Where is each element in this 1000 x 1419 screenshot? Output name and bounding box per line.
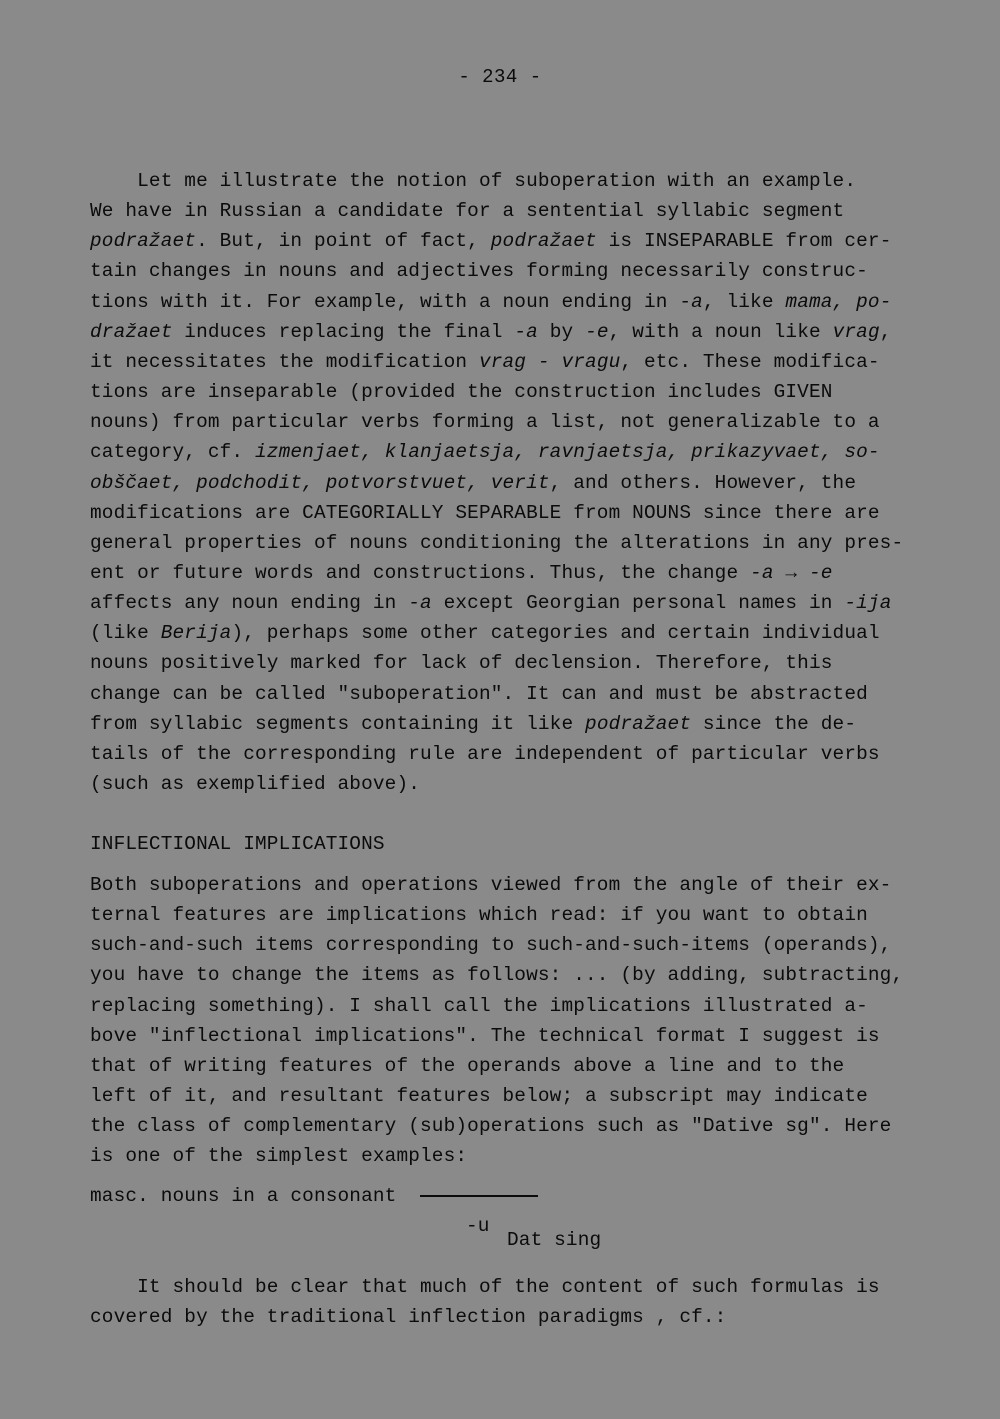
- formula-operand: masc. nouns in a consonant: [90, 1185, 397, 1207]
- text-run: Let me illustrate the notion of suboperation with an example.: [90, 170, 857, 192]
- text-run: bove "inflectional implications". The technical format I suggest is: [90, 1024, 880, 1047]
- text-line: [90, 407, 880, 437]
- text-line: [90, 709, 856, 739]
- text-run: We have in Russian a candidate for a sentential syllabic segment: [90, 200, 845, 223]
- text-run: , and others. However, the: [549, 471, 857, 494]
- text-line: [90, 991, 868, 1021]
- italic-term: podražaet: [90, 230, 197, 253]
- text-run: (like: [90, 622, 161, 645]
- italic-term: obščaet, podchodit, potvorstvuet, verit: [90, 471, 550, 494]
- text-run: change can be called "suboperation". It can and must be abstracted: [90, 682, 868, 705]
- text-line: [90, 377, 833, 407]
- text-run: affects any noun ending in: [90, 592, 409, 615]
- text-line: [90, 317, 892, 347]
- text-run: you have to change the items as follows: ... (by adding, subtracting,: [90, 964, 904, 987]
- section-heading: INFLECTIONAL IMPLICATIONS: [90, 833, 385, 855]
- text-line: [90, 1141, 467, 1171]
- italic-term: vrag - vragu: [478, 350, 621, 373]
- text-run: ,: [879, 320, 892, 343]
- text-line: [90, 437, 880, 467]
- text-line: [90, 287, 892, 317]
- text-run: ent or future words and constructions. Thus, the change: [90, 561, 751, 584]
- text-run: tain changes in nouns and adjectives forming necessarily construc-: [90, 260, 868, 283]
- text-run: (such as exemplified above).: [90, 773, 421, 795]
- page-number: - 234 -: [458, 66, 542, 88]
- text-run: Both suboperations and operations viewed from the angle of their ex-: [90, 874, 892, 896]
- text-line: [90, 166, 856, 196]
- text-line: [90, 1272, 880, 1302]
- italic-term: podražaet: [490, 230, 597, 253]
- text-run: tions are inseparable (provided the construction includes GIVEN: [90, 381, 833, 404]
- text-run: modifications are CATEGORIALLY SEPARABLE from NOUNS since there are: [90, 501, 880, 524]
- text-line: [90, 468, 856, 498]
- text-line: [90, 739, 880, 769]
- text-line: [90, 769, 420, 799]
- text-run: it necessitates the modification: [90, 350, 479, 373]
- text-run: . But, in point of fact,: [196, 230, 491, 253]
- text-run: left of it, and resultant features below; a subscript may indicate: [90, 1085, 868, 1108]
- italic-term: -a: [679, 290, 703, 313]
- italic-term: -e: [585, 320, 609, 343]
- text-line: [90, 558, 833, 588]
- text-run: covered by the traditional inflection paradigms , cf.:: [90, 1306, 727, 1329]
- text-line: [90, 347, 880, 377]
- formula-line: [420, 1195, 538, 1197]
- italic-term: -ija: [844, 592, 892, 615]
- text-line: [90, 870, 891, 900]
- italic-term: -a: [408, 592, 432, 615]
- text-run: tions with it. For example, with a noun ending in: [90, 290, 680, 313]
- text-line: [90, 1111, 891, 1141]
- formula-subscript: Dat sing: [507, 1229, 602, 1251]
- text-run: induces replacing the final: [172, 320, 515, 343]
- text-line: [90, 256, 868, 286]
- italic-term: vrag: [832, 320, 880, 343]
- text-run: category, cf.: [90, 441, 256, 464]
- text-line: [90, 1021, 880, 1051]
- text-line: [90, 226, 892, 256]
- italic-term: izmenjaet, klanjaetsja, ravnjaetsja, prikazyvaet, so-: [255, 441, 880, 464]
- text-run: ternal features are implications which read: if you want to obtain: [90, 904, 868, 927]
- text-run: general properties of nouns conditioning the alterations in any pres-: [90, 531, 904, 554]
- text-line: [90, 1081, 868, 1111]
- text-run: nouns positively marked for lack of declension. Therefore, this: [90, 652, 833, 675]
- text-line: [90, 1302, 726, 1332]
- italic-term: Berija: [160, 622, 232, 645]
- text-run: , like: [702, 290, 786, 313]
- text-run: such-and-such items corresponding to such-and-such-items (operands),: [90, 934, 892, 957]
- text-line: [90, 930, 891, 960]
- text-run: is one of the simplest examples:: [90, 1145, 468, 1168]
- text-line: [90, 618, 880, 648]
- italic-term: mama, po-: [785, 290, 892, 313]
- text-line: [90, 960, 903, 990]
- text-run: is INSEPARABLE from cer-: [596, 230, 892, 253]
- text-run: , etc. These modifica-: [620, 350, 880, 373]
- text-line: [90, 528, 903, 558]
- text-run: tails of the corresponding rule are independent of particular verbs: [90, 742, 880, 765]
- text-run: the class of complementary (sub)operations such as "Dative sg". Here: [90, 1115, 892, 1138]
- text-line: [90, 498, 880, 528]
- text-run: that of writing features of the operands above a line and to the: [90, 1054, 845, 1077]
- text-line: [90, 196, 844, 226]
- text-run: replacing something). I shall call the implications illustrated a-: [90, 994, 868, 1017]
- text-run: from syllabic segments containing it like: [90, 712, 586, 735]
- text-run: by: [537, 320, 586, 343]
- italic-term: dražaet: [90, 320, 173, 343]
- text-run: ), perhaps some other categories and certain individual: [231, 622, 880, 645]
- text-run: since the de-: [691, 712, 857, 735]
- italic-term: -e: [808, 561, 833, 584]
- italic-term: -a: [750, 561, 774, 584]
- text-line: [90, 1051, 844, 1081]
- text-run: It should be clear that much of the content of such formulas is: [90, 1276, 880, 1298]
- text-line: [90, 588, 892, 618]
- text-run: , with a noun like: [608, 320, 833, 343]
- italic-term: -a: [514, 320, 538, 343]
- text-line: [90, 900, 868, 930]
- formula-result: -u: [466, 1215, 490, 1237]
- text-line: [90, 679, 868, 709]
- italic-term: podražaet: [585, 712, 692, 735]
- text-run: except Georgian personal names in: [431, 592, 845, 615]
- text-line: [90, 648, 833, 678]
- text-run: nouns) from particular verbs forming a list, not generalizable to a: [90, 411, 880, 434]
- text-run: →: [773, 561, 809, 584]
